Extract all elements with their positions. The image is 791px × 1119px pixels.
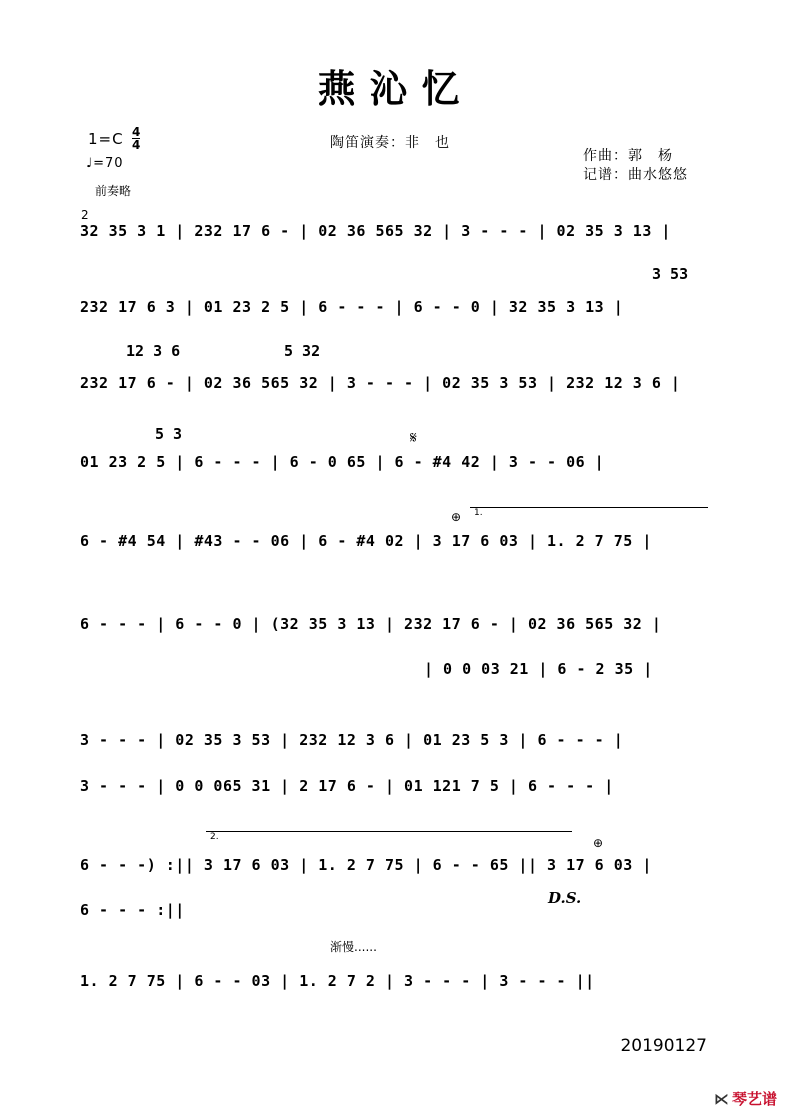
volta-2-label: 2.: [210, 832, 219, 842]
coda-sign-2: ⊕: [593, 836, 604, 850]
ritardando-marking: 渐慢......: [330, 940, 377, 954]
site-logo: ⋉ 琴艺谱: [713, 1090, 777, 1108]
notation-line-10: 6 - - - :||: [80, 901, 185, 919]
upper-notes-line-3a: 12 3 6: [126, 342, 181, 360]
notation-line-2: 232 17 6 3 | 01 23 2 5 | 6 - - - | 6 - - 0 | 32 35 3 13 |: [80, 298, 624, 316]
grace-note: 2: [81, 208, 89, 222]
notation-line-9: 6 - - -) :|| 3 17 6 03 | 1. 2 7 75 | 6 - - 65 || 3 17 6 03 |: [80, 856, 652, 874]
notation-line-5: 6 - #4 54 | #43 - - 06 | 6 - #4 02 | 3 17 6 03 | 1. 2 7 75 |: [80, 532, 652, 550]
notation-line-8: 3 - - - | 0 0 065 31 | 2 17 6 - | 01 121 7 5 | 6 - - - |: [80, 777, 614, 795]
notation-line-7: 3 - - - | 02 35 3 53 | 232 12 3 6 | 01 23 5 3 | 6 - - - |: [80, 731, 624, 749]
date-stamp: 20190127: [620, 1036, 707, 1056]
volta-1-bracket: [470, 507, 708, 508]
notation-line-6b: | 0 0 03 21 | 6 - 2 35 |: [424, 660, 653, 678]
notation-line-3: 232 17 6 - | 02 36 565 32 | 3 - - - | 02 35 3 53 | 232 12 3 6 |: [80, 374, 681, 392]
tempo-marking: ♩=70: [86, 156, 124, 171]
upper-notes-line-3b: 5 32: [284, 342, 321, 360]
segno-sign: 𝄋: [410, 428, 417, 447]
key-signature: 1=C: [88, 130, 124, 148]
notation-line-4: 01 23 2 5 | 6 - - - | 6 - 0 65 | 6 - #4 42 | 3 - - 06 |: [80, 453, 605, 471]
time-signature: 4 4: [132, 125, 141, 152]
notation-line-1: 32 35 3 1 | 232 17 6 - | 02 36 565 32 | 3 - - - | 02 35 3 13 |: [80, 222, 671, 240]
dal-segno-marking: D.S.: [548, 889, 582, 907]
notation-line-6: 6 - - - | 6 - - 0 | (32 35 3 13 | 232 17 6 - | 02 36 565 32 |: [80, 615, 662, 633]
prelude-note: 前奏略: [95, 184, 132, 198]
notation-line-11: 1. 2 7 75 | 6 - - 03 | 1. 2 7 2 | 3 - - - | 3 - - - ||: [80, 972, 595, 990]
logo-icon: ⋉: [713, 1090, 729, 1108]
composer-credit: 作曲：郭 杨: [583, 148, 673, 164]
upper-notes-line-4: 5 3: [155, 425, 183, 443]
volta-2-bracket: [206, 831, 572, 832]
performer-credit: 陶笛演奏：非 也: [330, 135, 450, 151]
coda-sign: ⊕: [451, 510, 462, 524]
volta-1-label: 1.: [474, 508, 483, 518]
upper-notes-line-2: 3 53: [652, 265, 689, 283]
transcriber-credit: 记谱：曲水悠悠: [583, 167, 688, 183]
score-title: 燕沁忆: [317, 66, 474, 111]
